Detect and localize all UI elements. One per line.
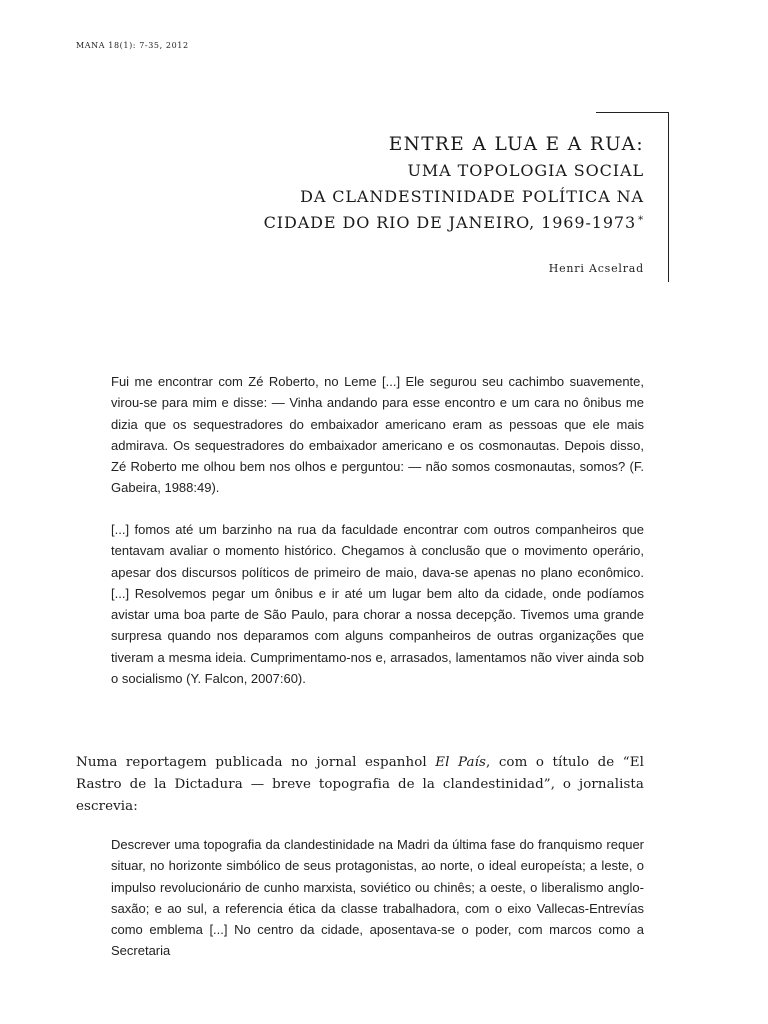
article-subtitle-line-3-text: CIDADE DO RIO DE JANEIRO, 1969-1973 <box>263 213 637 232</box>
article-subtitle-line-1: UMA TOPOLOGIA SOCIAL <box>407 161 644 180</box>
title-block <box>264 132 644 236</box>
article-subtitle-line-2: DA CLANDESTINIDADE POLÍTICA NA <box>300 187 644 206</box>
title-rule-vertical <box>668 112 669 282</box>
running-head: MANA 18(1): 7-35, 2012 <box>76 41 189 50</box>
block-quote-el-pais: Descrever uma topografia da clandestinidade na Madri da última fase do franquismo requer situar, no horizonte simbólico de seus protagonistas, ao norte, o ideal europeísta; a leste, o impulso revolucionário de cunho marxista, soviético ou chinês; a oeste, o liberalismo anglo-saxão; e ao sul, a referencia ética da classe trabalhadora, com o eixo Vallecas-Entrevías como emblema [...] No centro da cidade, aposentava-se o poder, com marcos como a Secretaria <box>111 837 644 959</box>
epigraph-gabeira: Fui me encontrar com Zé Roberto, no Leme [...] Ele segurou seu cachimbo suavemente, virou-se para mim e disse: — Vinha andando para esse encontro e um cara no ônibus me dizia que os sequestradores do embaixador americano eram as pessoas que ele mais admirava. Os sequestradores do embaixador americano e os cosmonautas. Depois disso, Zé Roberto me olhou bem nos olhos e perguntou: — não somos cosmonautas, somos? (F. Gabeira, 1988:49). <box>111 374 644 496</box>
title-rule-horizontal <box>596 112 669 113</box>
body-paragraph <box>76 752 644 818</box>
article-title: ENTRE A LUA E A RUA: <box>388 134 644 155</box>
epigraph-falcon: [...] fomos até um barzinho na rua da faculdade encontrar com outros companheiros que tentavam avaliar o momento histórico. Chegamos à conclusão que o movimento operário, apesar dos discursos políticos de primeiro de maio, dava-se apenas no plano econômico. [...] Resolvemos pegar um ônibus e ir até um lugar bem alto da cidade, onde podíamos avistar uma boa parte de São Paulo, para chorar a nossa decepção. Tivemos uma grande surpresa quando nos deparamos com alguns companheiros de outras organizações que tiveram a mesma ideia. Cumprimentamo-nos e, arrasados, lamentamos não viver ainda sob o socialismo (Y. Falcon, 2007:60). <box>111 522 644 687</box>
article-subtitle-line-3 <box>264 210 644 236</box>
author-name: Henri Acselrad <box>548 262 644 275</box>
title-footnote-mark[interactable]: * <box>638 215 644 226</box>
body-text-after: , com o título de “El Rastro de la Dictadura — breve topografia de la clandestinidad”, o jornalista escrevia: <box>76 755 645 814</box>
newspaper-name: El País <box>435 755 486 770</box>
body-text-before: Numa reportagem publicada no jornal espanhol <box>76 755 436 770</box>
